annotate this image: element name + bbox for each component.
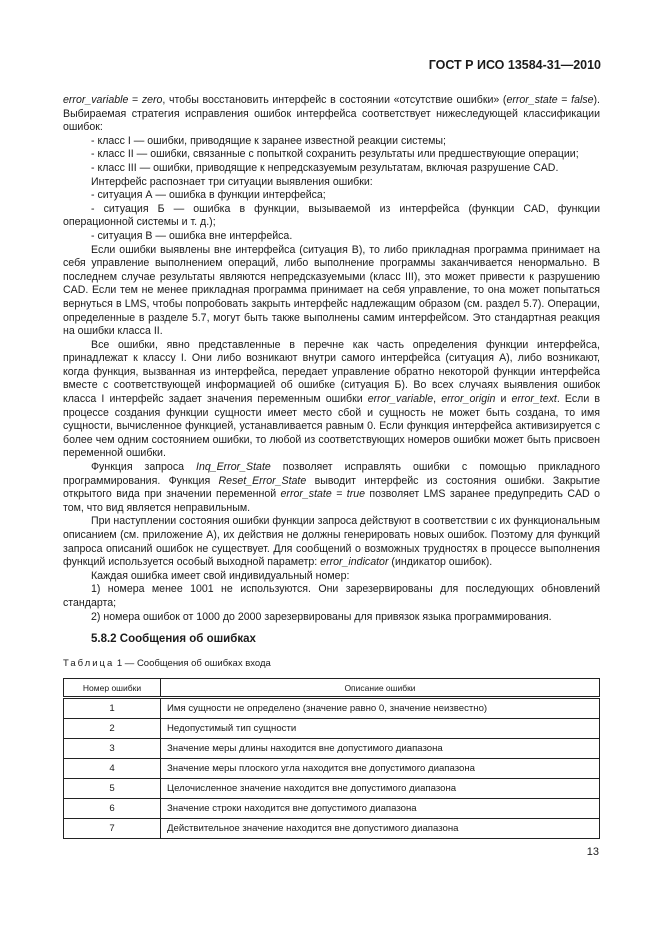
table-row [64,739,600,759]
text-span: При наступлении состояния ошибки функции запроса действуют в соответствии с их функциональным описанием (см. приложение А), их действия не должны генерировать новых ошибок. Поэтому для функций запроса описаний ошибок не существует. Для сообщений о возможных трудностях в процессе выполнения функций используется особый выходной параметр: [63,515,600,569]
text-span: Все ошибки, явно представленные в перечне как часть определения функции интерфейса, принадлежат к классу I. Они либо возникают внутри самого интерфейса (ситуация А), либо возникают, когда функция, вызванная из интерфейса, передает управление обратно некоторой функции интерфейса вместе с соответствующей информацией об ошибке (ситуация Б). Во всех случаях выявления ошибок класса I интерфейс задает значения переменным ошибки [63,338,600,406]
text-span: (индикатор ошибок). [388,556,493,569]
var-error-text: error_text [511,393,557,406]
section-heading: 5.8.2 Сообщения об ошибках [91,633,256,645]
table-caption-text: 1 — Сообщения об ошибках входа [114,658,271,669]
text-span: Функция запроса [91,461,196,474]
text-span: позволяет LMS заранее предупредить CAD о том, что вид является неправильным. [63,488,600,514]
table-row [64,799,600,819]
expr-error-state-true: error_state = true [280,488,366,501]
text-span: выводит интерфейс из состояния ошибки. Закрытие открытого вида при значении переменной [63,474,600,501]
cell-description: Значение меры длины находится вне допустимого диапазона [161,739,600,759]
list-item-class-2: - класс II — ошибки, связанные с попыткой сохранить результаты или предшествующие операции; [91,148,579,161]
paragraph-external-errors: Если ошибки выявлены вне интерфейса (ситуация В), то либо прикладная программа принимает на себя управление выполнением операций, либо выполнение программы заканчивается ненормально. В последнем случае результаты являются непредсказуемыми (класс III), это может привести к разрушению CAD. Если тем не менее прикладная программа принимает на себя управление, то она может попытаться вернуться в LMS, чтобы попробовать закрыть интерфейс надлежащим образом (см. раздел 5.7). Операции, определенные в разделе 5.7, могут быть также выполнены самим интерфейсом. Это стандартная реакция на ошибки класса II. [63,243,600,338]
list-item-situation-b: - ситуация Б — ошибка в функции, вызываемой из интерфейса (функции CAD, функции операционной системы и т. д.); [63,202,600,229]
text-span: = [128,94,142,106]
cell-number: 7 [64,819,161,839]
cell-description: Действительное значение находится вне допустимого диапазона [161,819,600,839]
text-span: . Если в процессе создания функции сущности имеет место сбой и сущность не может быть создана, то имя сущности, вычисленное функцией, устанавливается равным 0. Если функция интерфейса активизируется с более чем одним состоянием ошибки, то любой из соответствующих номеров ошибки может быть присвоен переменной ошибки. [63,393,600,460]
body-text [63,94,600,624]
list-item-class-1: - класс I — ошибки, приводящие к заранее известной реакции системы; [91,134,446,147]
text-span: = [557,94,572,106]
paragraph-error-numbers: Каждая ошибка имеет свой индивидуальный номер: [91,569,350,582]
var-error-variable: error_variable [63,94,129,106]
var-error-state: error_state [506,94,558,106]
table-caption-label: Таблица [63,658,115,669]
fn-inq-error-state: Inq_Error_State [196,461,271,474]
standard-code-header: ГОСТ Р ИСО 13584-31—2010 [428,58,601,72]
page-number: 13 [586,846,599,858]
text-span: позволяет исправлять ошибки с помощью прикладного программирования. Функция [63,461,600,487]
cell-description: Недопустимый тип сущности [161,719,600,739]
cell-number: 6 [64,799,161,819]
var-error-origin: error_origin [441,393,496,406]
table-row [64,719,600,739]
list-item-class-3: - класс III — ошибки, приводящие к непредсказуемым результатам, включая разрушение CAD. [91,161,559,174]
table-row [64,819,600,839]
header-error-description: Описание ошибки [161,679,600,698]
cell-number: 1 [64,698,161,719]
cell-number: 4 [64,759,161,779]
paragraph-class-one [63,339,600,461]
fn-reset-error-state: Reset_Error_State [218,474,307,487]
list-item-number-1: 1) номера менее 1001 не используются. Они зарезервированы для последующих обновлений стандарта; [63,583,600,609]
list-item-situation-a: - ситуация А — ошибка в функции интерфейса; [91,189,326,202]
var-error-variable: error_variable [367,393,434,406]
table-row [64,698,600,719]
table-row [64,759,600,779]
header-error-number: Номер ошибки [64,679,161,698]
param-error-indicator: error_indicator [320,556,389,569]
text-span: и [495,393,512,406]
text-span: , чтобы восстановить интерфейс в состоянии «отсутствие ошибки» ( [162,94,507,106]
text-span: ). Выбираемая стратегия исправления ошибок интерфейса соответствует нижеследующей классификации ошибок: [63,94,600,134]
table-row [64,779,600,799]
table-header-row [64,679,600,698]
cell-number: 5 [64,779,161,799]
cell-number: 2 [64,719,161,739]
value-zero: zero [141,94,163,106]
cell-description: Значение меры плоского угла находится вне допустимого диапазона [161,759,600,779]
cell-number: 3 [64,739,161,759]
paragraph-strategy [63,94,600,135]
value-false: false [571,94,594,106]
cell-description: Имя сущности не определено (значение равно 0, значение неизвестно) [161,698,600,719]
error-messages-table [63,678,600,839]
cell-description: Целочисленное значение находится вне допустимого диапазона [161,779,600,799]
paragraph-inq-error-state [63,461,600,515]
list-item-number-2: 2) номера ошибок от 1000 до 2000 зарезервированы для привязок языка программирования. [91,610,552,623]
cell-description: Значение строки находится вне допустимого диапазона [161,799,600,819]
list-item-situation-v: - ситуация В — ошибка вне интерфейса. [91,229,293,242]
paragraph-query-functions [63,515,600,569]
text-span: , [433,393,442,406]
paragraph-situations-intro: Интерфейс распознает три ситуации выявления ошибки: [91,175,373,188]
table-caption [63,658,271,669]
